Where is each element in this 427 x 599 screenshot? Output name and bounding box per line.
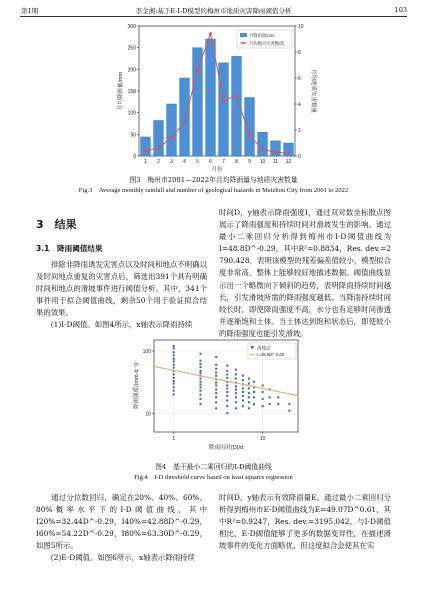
page-number: 103 — [394, 6, 407, 14]
scatter-point — [215, 364, 217, 366]
y-right-tick-label: 8 — [298, 50, 301, 56]
x-tick-label: 12 — [285, 159, 292, 165]
scatter-point — [215, 389, 217, 391]
legend-label-hazards: 月均地灾灾害数/起 — [249, 41, 285, 46]
scatter-point — [226, 384, 228, 386]
scatter-point — [199, 383, 201, 385]
scatter-point — [235, 407, 237, 409]
scatter-point — [173, 383, 175, 385]
line-point-hazards — [222, 99, 225, 102]
scatter-point — [199, 398, 201, 400]
scatter-point — [199, 370, 201, 372]
scatter-point — [173, 347, 175, 349]
y-left-tick-label: 300 — [127, 24, 136, 30]
issue-label: 第1期 — [21, 7, 39, 15]
scatter-point — [199, 403, 201, 405]
scatter-point — [173, 394, 175, 396]
scatter-point — [277, 403, 279, 405]
scatter-point — [215, 407, 217, 409]
scatter-point — [199, 390, 201, 392]
scatter-point — [215, 382, 217, 384]
scatter-point — [199, 372, 201, 374]
scatter-point — [248, 387, 250, 389]
y-axis-label: 降雨强度/(mm·d⁻¹) — [134, 363, 140, 409]
scatter-point — [199, 378, 201, 380]
legend-label-points: 滑坡点 — [257, 345, 271, 351]
scatter-point — [262, 391, 264, 393]
y-right-tick-label: 4 — [298, 102, 301, 108]
scatter-point — [226, 400, 228, 402]
scatter-point — [262, 384, 264, 386]
scatter-point — [226, 373, 228, 375]
line-point-hazards — [209, 32, 212, 35]
y-left-tick-label: 200 — [127, 67, 136, 74]
x-axis-label: 月份 — [211, 167, 223, 173]
scatter-point — [253, 403, 255, 405]
scatter-point — [173, 354, 175, 356]
scatter-point — [215, 375, 217, 377]
bar-rainfall — [206, 39, 216, 156]
scatter-point — [199, 381, 201, 383]
y-right-tick-label: 2 — [298, 128, 301, 134]
x-tick-label: 10 — [259, 159, 266, 165]
bottom-right-column — [219, 492, 391, 552]
legend-label-rainfall: 月降雨量/mm — [249, 33, 275, 38]
y-left-tick-label: 0 — [133, 154, 136, 160]
bottom-left-column — [36, 492, 207, 565]
scatter-point — [226, 391, 228, 393]
y-right-axis-label: 月均地质灾害数量 — [310, 68, 316, 114]
bar-rainfall — [258, 132, 268, 156]
scatter-point — [226, 365, 228, 367]
scatter-point — [253, 396, 255, 398]
scatter-point — [242, 405, 244, 407]
scatter-point — [199, 366, 201, 368]
bar-rainfall — [219, 63, 229, 156]
x-tick-label: 10 — [259, 436, 266, 442]
x-tick-label: 4 — [183, 159, 186, 165]
header-rule — [20, 16, 407, 17]
scatter-point — [262, 398, 264, 400]
scatter-point — [235, 373, 237, 375]
x-tick-label: 1 — [144, 159, 147, 165]
bar-rainfall — [271, 141, 281, 156]
y-right-tick-label: 10 — [298, 24, 304, 30]
scatter-point — [215, 372, 217, 374]
x-tick-label: 2 — [157, 159, 160, 165]
scatter-point — [199, 363, 201, 365]
scatter-point — [215, 368, 217, 370]
x-tick-label: 9 — [248, 159, 251, 165]
y-tick-label: 100 — [142, 348, 151, 355]
scatter-point — [226, 405, 228, 407]
scatter-point — [288, 410, 290, 412]
scatter-point — [248, 383, 250, 385]
bottom-right-paragraph: 时间D，y轴表示有效降雨量E。通过最小二乘回归分析得到梅州市E-D阈值曲线为E=49.07D^0.61，其中R²=0.9247，Res. dev.=3195.042。与I-D阈值相比，E-D阈值能够了更多的数据变异性，在描述滑坡事件的变化方面略优，但这度拟合会使其在实 — [219, 493, 391, 551]
left-paragraph-1: 排除非降雨诱发灾害点以及时间和地点不明确以及时间地点重复的灾害点后，筛选出391个具有明确时间和地点的滑坡事件进行阈值分析。其中，341个事件用于拟合阈值曲线，剩余50个用于验证拟合结果的效果。 — [36, 260, 207, 318]
line-point-hazards — [144, 149, 147, 152]
right-column-text — [219, 207, 391, 340]
subsection-heading: 3.1 降雨阈值结果 — [36, 244, 103, 253]
scatter-point — [288, 403, 290, 405]
running-title: 李金湘:基于E-I-D模型的梅州市地质灾害降雨阈值分析 — [135, 7, 292, 15]
scatter-point — [248, 392, 250, 394]
scatter-point — [173, 364, 175, 366]
left-paragraph-2: (1)I-D阈值。如图4所示，x轴表示降雨持续 — [36, 320, 193, 330]
bar-rainfall — [245, 98, 255, 157]
scatter-point — [248, 401, 250, 403]
scatter-point — [199, 386, 201, 388]
line-point-hazards — [196, 69, 199, 72]
scatter-point — [173, 373, 175, 375]
y-left-tick-label: 150 — [127, 89, 136, 95]
figure4-caption-cn: 图4 基于最小二乘回归的I-D阈值曲线 — [155, 463, 272, 471]
legend-marker-hazards — [242, 42, 244, 44]
scatter-point — [262, 405, 264, 407]
scatter-point — [226, 370, 228, 372]
scatter-point — [173, 367, 175, 369]
x-tick-label: 5 — [196, 159, 199, 165]
bottom-left-paragraph: 通过分位数回归，确定在20%、40%、60%、80%概率水平下的I-D阈值曲线，其中I20%=32.44D^-0.29，I40%=42.88D^-0.29，I60%=54.22D^-0.29，I80%=63.30D^-0.29，如图5所示。 — [36, 493, 207, 551]
legend-label-fit: I=48.8D^-0.29 — [257, 352, 284, 357]
figure4-chart — [120, 334, 310, 460]
scatter-point — [248, 396, 250, 398]
line-point-hazards — [183, 121, 186, 124]
x-tick-label: 7 — [222, 159, 225, 165]
bottom-left-paragraph-2: (2)E-D阈值。如图6所示，x轴表示降雨持续 — [36, 553, 195, 563]
scatter-point — [226, 395, 228, 397]
line-point-hazards — [287, 152, 290, 155]
fit-curve — [154, 366, 298, 395]
y-right-tick-label: 6 — [298, 76, 301, 82]
running-header — [0, 0, 427, 18]
scatter-point — [269, 403, 271, 405]
scatter-point — [242, 400, 244, 402]
legend-swatch-rainfall — [240, 33, 247, 37]
bar-rainfall — [141, 137, 151, 156]
x-tick-label: 11 — [272, 159, 279, 165]
y-left-tick-label: 100 — [127, 110, 136, 117]
scatter-point — [173, 386, 175, 388]
line-point-hazards — [248, 134, 251, 137]
scatter-point — [235, 369, 237, 371]
scatter-point — [173, 345, 175, 347]
bar-rainfall — [167, 104, 177, 156]
y-left-tick-label: 250 — [127, 45, 136, 52]
line-point-hazards — [235, 95, 238, 98]
right-paragraph-1: 时间D，y轴表示降雨强度I，通过双对数坐标散点图展示了降雨强度和持续时间对滑坡发生的影响。通过最小二乘回归分析得到梅州市I-D阈值曲线为I=48.8D^-0.29，其中R²=0.8834，Res. dev.=2 790.428，表明该模型的残差偏差值较小，模型拟合度非常高，整体上能够较好地描述数据。阈值曲线显示出一个略微向下倾斜的趋势，表明降雨持续时间越长，引发滑坡所需的降雨强度越低。当降雨持续时间较长时，即使降雨强度不高，水分也有足够时间渗透并逐渐饱和土体。当土体达到饱和状态后，即使较小的降雨强度也能引发滑坡。 — [219, 208, 391, 338]
bar-rainfall — [193, 48, 203, 156]
scatter-point — [235, 378, 237, 380]
legend-marker-points — [251, 346, 254, 349]
scatter-point — [215, 392, 217, 394]
scatter-point — [215, 401, 217, 403]
line-point-hazards — [157, 147, 160, 150]
scatter-point — [199, 353, 201, 355]
scatter-point — [215, 384, 217, 386]
scatter-point — [269, 396, 271, 398]
bar-rainfall — [180, 78, 190, 156]
x-tick-label: 1 — [172, 436, 176, 442]
y-right-tick-label: 0 — [298, 154, 301, 160]
scatter-point — [253, 381, 255, 383]
section-heading: 3 结果 — [36, 218, 77, 231]
figure3-chart — [95, 20, 335, 180]
scatter-point — [199, 394, 201, 396]
scatter-point — [242, 387, 244, 389]
scatter-point — [242, 375, 244, 377]
bar-rainfall — [154, 120, 164, 156]
scatter-point — [226, 387, 228, 389]
scatter-point — [226, 412, 228, 414]
scatter-point — [215, 356, 217, 358]
figure4-caption-en: Fig.4 I-D threshold curve based on least squares regression — [134, 474, 293, 481]
x-tick-label: 8 — [235, 159, 238, 165]
scatter-point — [277, 396, 279, 398]
scatter-point — [235, 396, 237, 398]
scatter-point — [173, 380, 175, 382]
scatter-point — [173, 351, 175, 353]
line-point-hazards — [261, 148, 264, 151]
scatter-point — [173, 390, 175, 392]
y-left-tick-label: 50 — [130, 132, 136, 139]
scatter-point — [226, 377, 228, 379]
scatter-point — [253, 391, 255, 393]
figure3-caption-cn: 图3 梅州市2001—2022年月均降雨量与地质灾害数量 — [129, 176, 298, 184]
scatter-point — [235, 392, 237, 394]
y-left-axis-label: 月均降雨量/mm — [118, 71, 124, 111]
scatter-point — [173, 377, 175, 379]
scatter-point — [242, 391, 244, 393]
left-column-text — [36, 259, 207, 332]
scatter-point — [248, 407, 250, 409]
scatter-point — [248, 378, 250, 380]
scatter-point — [235, 389, 237, 391]
x-axis-label: 降雨历时(D)/d — [208, 445, 244, 451]
scatter-point — [173, 358, 175, 360]
figure3-caption-en: Fig.3 Average monthly rainfall and number of geological hazards in Meizhou City from 2001 to 2022 — [78, 187, 349, 194]
scatter-point — [235, 385, 237, 387]
y-tick-label: 10 — [145, 411, 151, 418]
scatter-point — [173, 360, 175, 362]
x-tick-label: 6 — [209, 159, 212, 165]
scatter-point — [215, 396, 217, 398]
line-point-hazards — [170, 136, 173, 139]
x-tick-label: 3 — [170, 159, 173, 165]
scatter-point — [242, 395, 244, 397]
scatter-point — [242, 379, 244, 381]
scatter-point — [235, 401, 237, 403]
scatter-point — [199, 360, 201, 362]
line-point-hazards — [274, 151, 277, 154]
